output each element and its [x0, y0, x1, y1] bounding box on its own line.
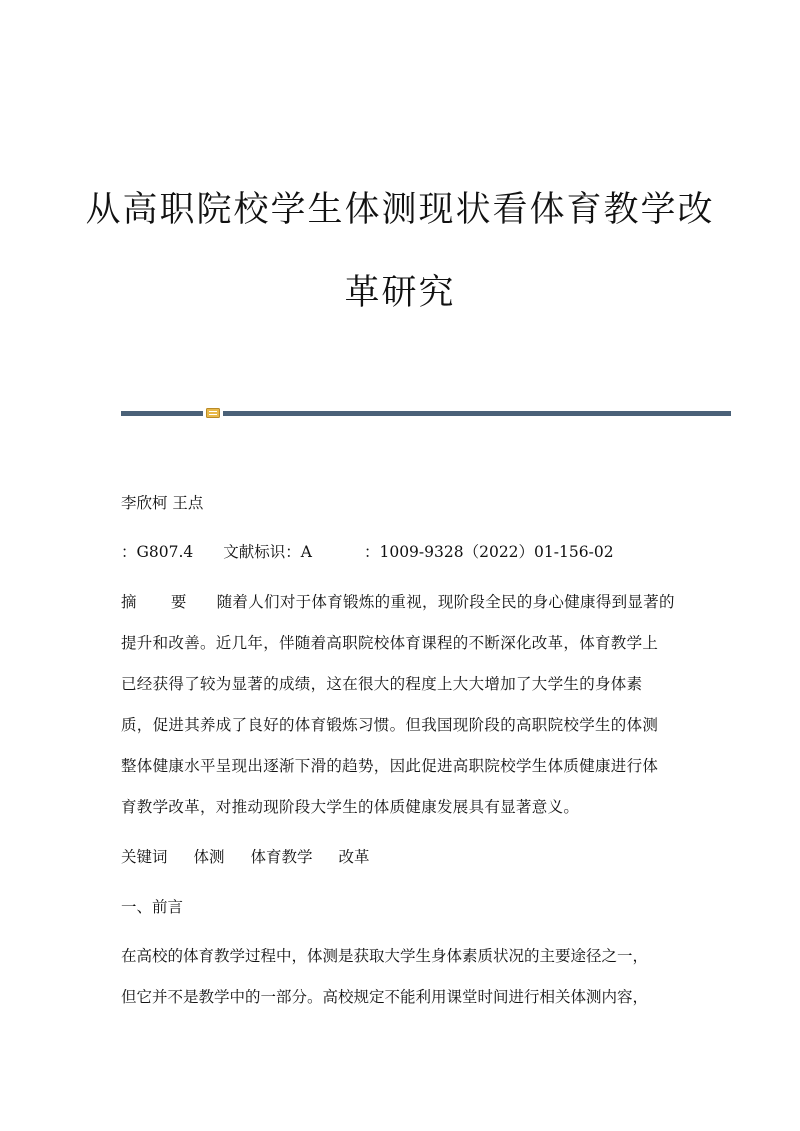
abstract-line-5: 整体健康水平呈现出逐渐下滑的趋势，因此促进高职院校学生体质健康进行体	[121, 757, 659, 775]
body-line-1: 在高校的体育教学过程中，体测是获取大学生身体素质状况的主要途径之一，	[121, 947, 649, 965]
book-emblem-icon	[206, 408, 220, 418]
paper-title-line-1: 从高职院校学生体测现状看体育教学改	[85, 190, 715, 230]
keywords-label: 关键词	[121, 848, 168, 866]
abstract-line-6: 育教学改革，对推动现阶段大学生的体质健康发展具有显著意义。	[121, 798, 580, 816]
article-meta	[121, 545, 614, 561]
keyword-item: 体测	[193, 848, 225, 866]
authors: 李欣柯 王点	[121, 494, 204, 512]
article-id: ：1009-9328（2022）01-156-02	[363, 543, 614, 561]
abstract-label-2: 要	[170, 593, 187, 611]
document-code: 文献标识：A	[223, 543, 312, 561]
divider-bar-right	[223, 411, 731, 416]
title-divider	[121, 408, 731, 418]
abstract-line-1	[121, 595, 675, 611]
classification-number: ：G807.4	[121, 543, 194, 561]
keyword-item: 体育教学	[250, 848, 313, 866]
body-line-2: 但它并不是教学中的一部分。高校规定不能利用课堂时间进行相关体测内容，	[121, 988, 649, 1006]
abstract-line-2: 提升和改善。近几年，伴随着高职院校体育课程的不断深化改革，体育教学上	[121, 634, 659, 652]
abstract-line-4: 质，促进其养成了良好的体育锻炼习惯。但我国现阶段的高职院校学生的体测	[121, 716, 659, 734]
abstract-label-1: 摘	[121, 593, 137, 611]
abstract-line-3: 已经获得了较为显著的成绩，这在很大的程度上大大增加了大学生的身体素	[121, 675, 643, 693]
abstract-text: 随着人们对于体育锻炼的重视，现阶段全民的身心健康得到显著的	[216, 593, 675, 611]
keywords	[121, 850, 370, 866]
divider-bar-left	[121, 411, 203, 416]
section-heading: 一、前言	[121, 898, 184, 916]
paper-title-line-2: 革研究	[344, 273, 456, 313]
keyword-item: 改革	[338, 848, 370, 866]
